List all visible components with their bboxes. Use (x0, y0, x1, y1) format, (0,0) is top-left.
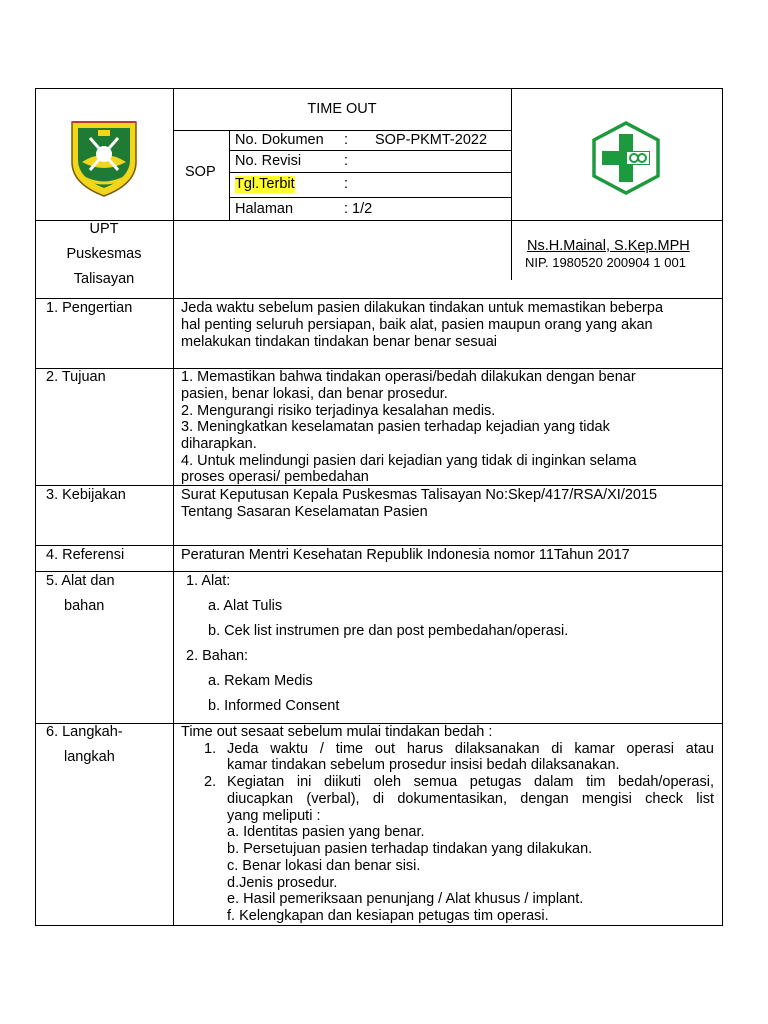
step2-line1: Kegiatan ini diikuti oleh semua petugas dalam tim bedah/operasi, (227, 774, 714, 790)
step-number-1: 1. (204, 741, 217, 757)
tujuan-line: 1. Memastikan bahwa tindakan operasi/bedah dilakukan dengan benar (181, 369, 636, 385)
bahan-heading: 2. Bahan: (186, 648, 249, 664)
meta-line-1 (229, 150, 511, 151)
tujuan-line: proses operasi/ pembedahan (181, 469, 369, 485)
puskesmas-cross-logo-icon (591, 120, 661, 196)
bahan-item-a: a. Rekam Medis (208, 673, 313, 689)
pengertian-line: Jeda waktu sebelum pasien dilakukan tindakan untuk memastikan beberpa (181, 300, 664, 316)
pengertian-label: 1. Pengertian (46, 300, 133, 316)
pengertian-line: melakukan tindakan tindakan benar benar sesuai (181, 334, 497, 350)
tujuan-line: 3. Meningkatkan keselamatan pasien terhadap kejadian yang tidak (181, 419, 610, 435)
checklist-item-d: d.Jenis prosedur. (227, 875, 338, 891)
pengertian-line: hal penting seluruh persiapan, baik alat, pasien maupun orang yang akan (181, 317, 653, 333)
puskesmas-logo (591, 120, 661, 196)
signatory-name: Ns.H.Mainal, S.Kep.MPH (527, 238, 690, 254)
tujuan-line: diharapkan. (181, 436, 257, 452)
step1-line1: Jeda waktu / time out harus dilaksanakan di kamar operasi atau (227, 741, 714, 757)
org-name-line1: UPT (89, 221, 119, 237)
referensi-label: 4. Referensi (46, 547, 125, 563)
revision-colon: : (344, 153, 349, 169)
sop-label: SOP (185, 164, 216, 180)
langkah-label-line2: langkah (64, 749, 115, 765)
step2-line2: diucapkan (verbal), di dokumentasikan, dengan mengisi check list (227, 791, 714, 807)
meta-line-2 (229, 172, 511, 173)
tujuan-line: 4. Untuk melindungi pasien dari kejadian yang tidak di inginkan selama (181, 453, 637, 469)
row-line-pengertian (35, 298, 723, 299)
row-line-kebijakan (35, 485, 723, 486)
meta-line-3 (229, 197, 511, 198)
tujuan-line: pasien, benar lokasi, dan benar prosedur. (181, 386, 448, 402)
alat-label-line1: 5. Alat dan (46, 573, 115, 589)
bahan-item-b: b. Informed Consent (208, 698, 340, 714)
kebijakan-line: Tentang Sasaran Keselamatan Pasien (181, 504, 428, 520)
label-column-divider (173, 298, 174, 926)
tujuan-label: 2. Tujuan (46, 369, 106, 385)
title-bottom-line (173, 130, 511, 131)
issue-date-colon: : (344, 176, 349, 192)
regency-emblem (68, 118, 140, 198)
step-number-2: 2. (204, 774, 217, 790)
header-divider-right (511, 88, 512, 280)
page-label: Halaman (235, 201, 294, 217)
checklist-item-a: a. Identitas pasien yang benar. (227, 824, 425, 840)
checklist-item-e: e. Hasil pemeriksaan penunjang / Alat khusus / implant. (227, 891, 584, 907)
step1-line2: kamar tindakan sebelum prosedur insisi bedah dilaksanakan. (227, 757, 620, 773)
revision-label: No. Revisi (235, 153, 302, 169)
alat-item-a: a. Alat Tulis (208, 598, 283, 614)
referensi-text: Peraturan Mentri Kesehatan Republik Indonesia nomor 11Tahun 2017 (181, 547, 630, 563)
kebijakan-label: 3. Kebijakan (46, 487, 126, 503)
signatory-nip: NIP. 1980520 200904 1 001 (525, 255, 686, 270)
alat-heading: 1. Alat: (186, 573, 231, 589)
org-name-line2: Puskesmas (66, 246, 142, 262)
sop-divider (229, 130, 230, 220)
document-title: TIME OUT (307, 101, 377, 117)
tujuan-line: 2. Mengurangi risiko terjadinya kesalahan medis. (181, 403, 496, 419)
step2-line3: yang meliputi : (227, 808, 321, 824)
kebijakan-line: Surat Keputusan Kepala Puskesmas Talisayan No:Skep/417/RSA/XI/2015 (181, 487, 658, 503)
issue-date-label: Tgl.Terbit (235, 176, 295, 192)
langkah-label-line1: 6. Langkah- (46, 724, 123, 740)
row-line-alat (35, 571, 723, 572)
regency-emblem-icon (68, 118, 140, 198)
doc-number-label: No. Dokumen (235, 132, 324, 148)
alat-label-line2: bahan (64, 598, 105, 614)
alat-item-b: b. Cek list instrumen pre dan post pembedahan/operasi. (208, 623, 569, 639)
checklist-item-f: f. Kelengkapan dan kesiapan petugas tim operasi. (227, 908, 549, 924)
page-value: : 1/2 (344, 201, 373, 217)
langkah-intro: Time out sesaat sebelum mulai tindakan bedah : (181, 724, 493, 740)
org-name-line3: Talisayan (73, 271, 135, 287)
checklist-item-b: b. Persetujuan pasien terhadap tindakan yang dilakukan. (227, 841, 593, 857)
doc-number-colon: : (344, 132, 349, 148)
checklist-item-c: c. Benar lokasi dan benar sisi. (227, 858, 421, 874)
row-line-referensi (35, 545, 723, 546)
doc-number-value: SOP-PKMT-2022 (375, 132, 488, 148)
